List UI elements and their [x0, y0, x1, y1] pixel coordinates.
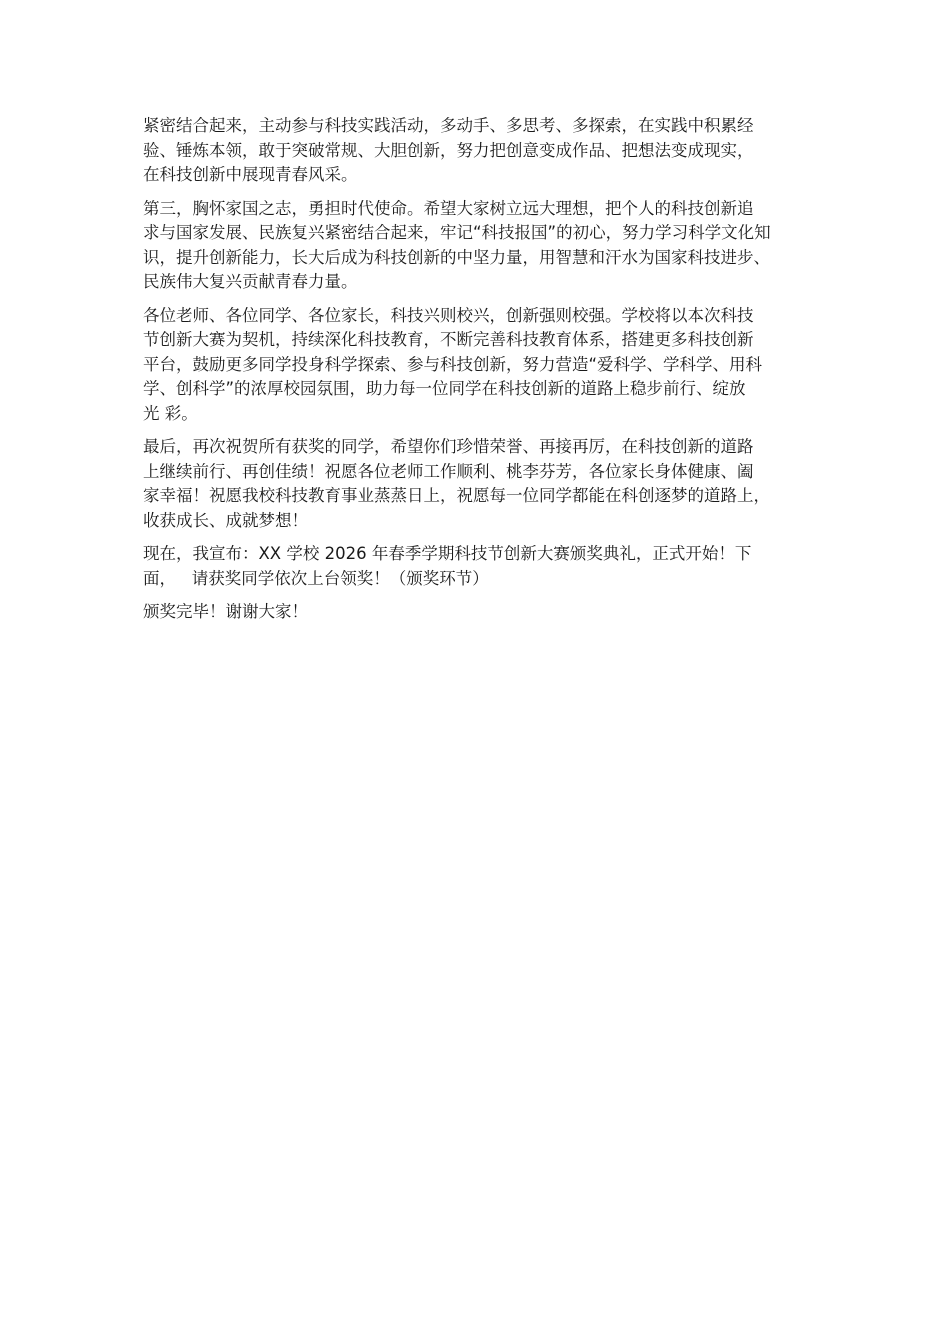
text-line: 验、锤炼本领，敢于突破常规、大胆创新，努力把创意变成作品、把想法变成现实， — [143, 140, 754, 160]
paragraph-congratulations — [143, 435, 823, 533]
text-line: 光 彩。 — [143, 403, 198, 423]
text-line: 求与国家发展、民族复兴紧密结合起来，牢记“科技报国”的初心，努力学习科学文化知 — [143, 223, 771, 242]
paragraph-school-plan — [143, 304, 823, 427]
text-line: 民族伟大复兴贡献青春力量。 — [143, 272, 358, 291]
text-line: 各位老师、各位同学、各位家长，科技兴则校兴，创新强则校强。学校将以本次科技 — [143, 305, 754, 325]
text-line: 颁奖完毕！谢谢大家！ — [143, 602, 308, 621]
text-line: 面， 请获奖同学依次上台领奖！（颁奖环节） — [143, 568, 489, 588]
text-line: 上继续前行、再创佳绩！祝愿各位老师工作顺利、桃李芬芳，各位家长身体健康、阖 — [143, 461, 754, 481]
text-line: 学、创科学”的浓厚校园氛围，助力每一位同学在科技创新的道路上稳步前行、绽放 — [143, 379, 746, 398]
text-line: 识，提升创新能力，长大后成为科技创新的中坚力量，用智慧和汗水为国家科技进步、 — [143, 247, 770, 267]
text-line: 第三，胸怀家国之志，勇担时代使命。希望大家树立远大理想，把个人的科技创新追 — [143, 198, 754, 218]
text-line: 家幸福！祝愿我校科技教育事业蒸蒸日上，祝愿每一位同学都能在科创逐梦的道路上， — [143, 486, 770, 505]
text-line: 现在，我宣布：XX 学校 2026 年春季学期科技节创新大赛颁奖典礼，正式开始！下 — [143, 544, 752, 563]
text-line: 收获成长、成就梦想！ — [143, 510, 308, 530]
paragraph-closing — [143, 600, 823, 625]
paragraph-practice — [143, 114, 823, 188]
paragraph-third-point — [143, 197, 823, 295]
text-line: 节创新大赛为契机，持续深化科技教育，不断完善科技教育体系，搭建更多科技创新 — [143, 330, 754, 349]
text-line: 最后，再次祝贺所有获奖的同学，希望你们珍惜荣誉、再接再厉，在科技创新的道路 — [143, 437, 754, 456]
text-line: 在科技创新中展现青春风采。 — [143, 165, 358, 184]
document-body — [143, 114, 823, 634]
text-line: 平台，鼓励更多同学投身科学探索、参与科技创新，努力营造“爱科学、学科学、用科 — [143, 354, 763, 374]
text-line: 紧密结合起来，主动参与科技实践活动，多动手、多思考、多探索，在实践中积累经 — [143, 116, 754, 135]
paragraph-announcement — [143, 542, 823, 591]
